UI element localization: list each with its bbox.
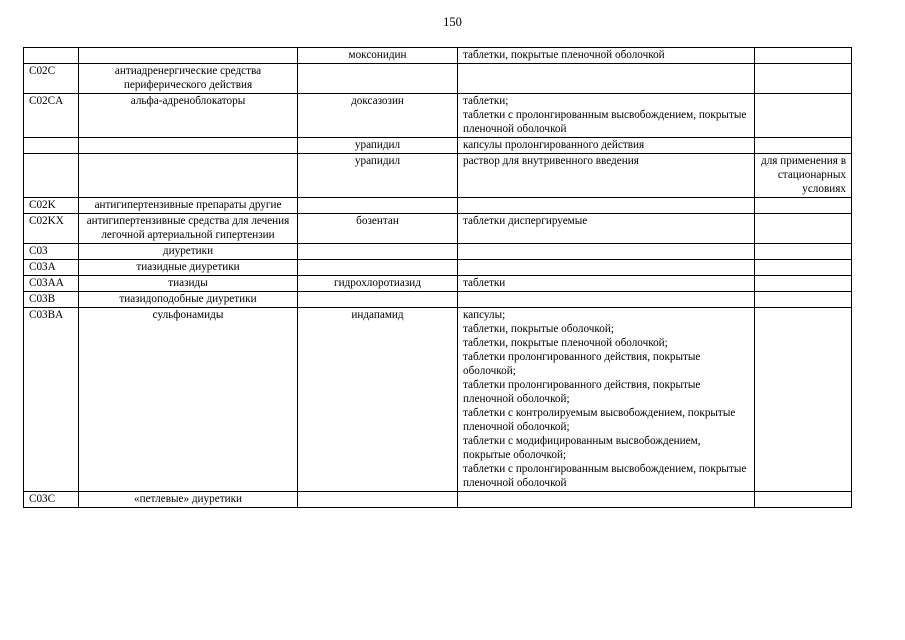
table-row bbox=[24, 308, 852, 492]
dosage-form-line: раствор для внутривенного введения bbox=[463, 155, 639, 167]
drug-name-cell bbox=[298, 292, 458, 308]
dosage-form-cell bbox=[458, 276, 755, 292]
table-row bbox=[24, 276, 852, 292]
anatomical-group-cell: антигипертензивные средства для лечения легочной артериальной гипертензии bbox=[79, 214, 298, 244]
dosage-form-cell bbox=[458, 492, 755, 508]
table-row bbox=[24, 244, 852, 260]
atc-code-cell: C03 bbox=[24, 244, 79, 260]
dosage-form-line: таблетки пролонгированного действия, покрытые оболочкой; bbox=[463, 351, 701, 377]
table-row bbox=[24, 48, 852, 64]
dosage-form-cell bbox=[458, 214, 755, 244]
dosage-form-cell bbox=[458, 154, 755, 198]
note-cell bbox=[755, 138, 852, 154]
drug-name-cell: гидрохлоротиазид bbox=[298, 276, 458, 292]
table-row bbox=[24, 154, 852, 198]
note-cell bbox=[755, 260, 852, 276]
anatomical-group-cell: антигипертензивные препараты другие bbox=[79, 198, 298, 214]
table-row bbox=[24, 492, 852, 508]
dosage-form-cell bbox=[458, 308, 755, 492]
drug-name-cell: урапидил bbox=[298, 138, 458, 154]
atc-code-cell: C03C bbox=[24, 492, 79, 508]
drug-name-cell: моксонидин bbox=[298, 48, 458, 64]
atc-code-cell: C03AA bbox=[24, 276, 79, 292]
dosage-form-cell bbox=[458, 292, 755, 308]
dosage-form-line: таблетки, покрытые оболочкой; bbox=[463, 323, 614, 335]
drug-name-cell bbox=[298, 492, 458, 508]
table-row bbox=[24, 198, 852, 214]
atc-code-cell bbox=[24, 138, 79, 154]
anatomical-group-cell: антиадренергические средства периферического действия bbox=[79, 64, 298, 94]
dosage-form-line: таблетки с пролонгированным высвобождением, покрытые пленочной оболочкой bbox=[463, 109, 747, 135]
dosage-form-cell bbox=[458, 48, 755, 64]
table-row bbox=[24, 214, 852, 244]
atc-code-cell bbox=[24, 48, 79, 64]
anatomical-group-cell: тиазидные диуретики bbox=[79, 260, 298, 276]
drug-name-cell bbox=[298, 64, 458, 94]
anatomical-group-cell bbox=[79, 154, 298, 198]
anatomical-group-cell bbox=[79, 48, 298, 64]
dosage-form-line: таблетки; bbox=[463, 95, 509, 107]
note-cell bbox=[755, 64, 852, 94]
dosage-form-line: капсулы пролонгированного действия bbox=[463, 139, 645, 151]
drug-name-cell bbox=[298, 198, 458, 214]
drug-name-cell: индапамид bbox=[298, 308, 458, 492]
note-cell bbox=[755, 492, 852, 508]
dosage-form-line: таблетки, покрытые пленочной оболочкой bbox=[463, 49, 665, 61]
anatomical-group-cell: тиазидоподобные диуретики bbox=[79, 292, 298, 308]
drug-name-cell bbox=[298, 260, 458, 276]
atc-code-cell: C02K bbox=[24, 198, 79, 214]
drug-name-cell: доксазозин bbox=[298, 94, 458, 138]
note-cell bbox=[755, 198, 852, 214]
anatomical-group-cell: альфа-адреноблокаторы bbox=[79, 94, 298, 138]
note-cell bbox=[755, 48, 852, 64]
drug-table bbox=[23, 47, 852, 508]
atc-code-cell bbox=[24, 154, 79, 198]
anatomical-group-cell: диуретики bbox=[79, 244, 298, 260]
dosage-form-line: таблетки пролонгированного действия, покрытые пленочной оболочкой; bbox=[463, 379, 701, 405]
note-cell bbox=[755, 308, 852, 492]
drug-name-cell: бозентан bbox=[298, 214, 458, 244]
dosage-form-cell bbox=[458, 198, 755, 214]
dosage-form-line: таблетки с пролонгированным высвобождением, покрытые пленочной оболочкой bbox=[463, 463, 747, 489]
dosage-form-line: капсулы; bbox=[463, 309, 506, 321]
dosage-form-cell bbox=[458, 138, 755, 154]
table-row bbox=[24, 260, 852, 276]
note-cell: для применения в стационарных условиях bbox=[755, 154, 852, 198]
drug-name-cell: урапидил bbox=[298, 154, 458, 198]
dosage-form-line: таблетки с контролируемым высвобождением, покрытые пленочной оболочкой; bbox=[463, 407, 736, 433]
dosage-form-line: таблетки bbox=[463, 277, 506, 289]
atc-code-cell: C02CA bbox=[24, 94, 79, 138]
table-body bbox=[24, 48, 852, 508]
note-cell bbox=[755, 276, 852, 292]
dosage-form-line: таблетки с модифицированным высвобождением, покрытые оболочкой; bbox=[463, 435, 701, 461]
table-row bbox=[24, 94, 852, 138]
page-number: 150 bbox=[443, 15, 462, 29]
dosage-form-cell bbox=[458, 244, 755, 260]
table-row bbox=[24, 292, 852, 308]
atc-code-cell: C03BA bbox=[24, 308, 79, 492]
anatomical-group-cell: «петлевые» диуретики bbox=[79, 492, 298, 508]
atc-code-cell: C03A bbox=[24, 260, 79, 276]
dosage-form-line: таблетки, покрытые пленочной оболочкой; bbox=[463, 337, 668, 349]
note-cell bbox=[755, 244, 852, 260]
note-cell bbox=[755, 94, 852, 138]
note-cell bbox=[755, 214, 852, 244]
table-row bbox=[24, 138, 852, 154]
note-cell bbox=[755, 292, 852, 308]
drug-name-cell bbox=[298, 244, 458, 260]
anatomical-group-cell: сульфонамиды bbox=[79, 308, 298, 492]
atc-code-cell: C02KX bbox=[24, 214, 79, 244]
table-row bbox=[24, 64, 852, 94]
atc-code-cell: C02C bbox=[24, 64, 79, 94]
anatomical-group-cell: тиазиды bbox=[79, 276, 298, 292]
atc-code-cell: C03B bbox=[24, 292, 79, 308]
dosage-form-cell bbox=[458, 64, 755, 94]
dosage-form-line: таблетки диспергируемые bbox=[463, 215, 588, 227]
dosage-form-cell bbox=[458, 260, 755, 276]
anatomical-group-cell bbox=[79, 138, 298, 154]
dosage-form-cell bbox=[458, 94, 755, 138]
